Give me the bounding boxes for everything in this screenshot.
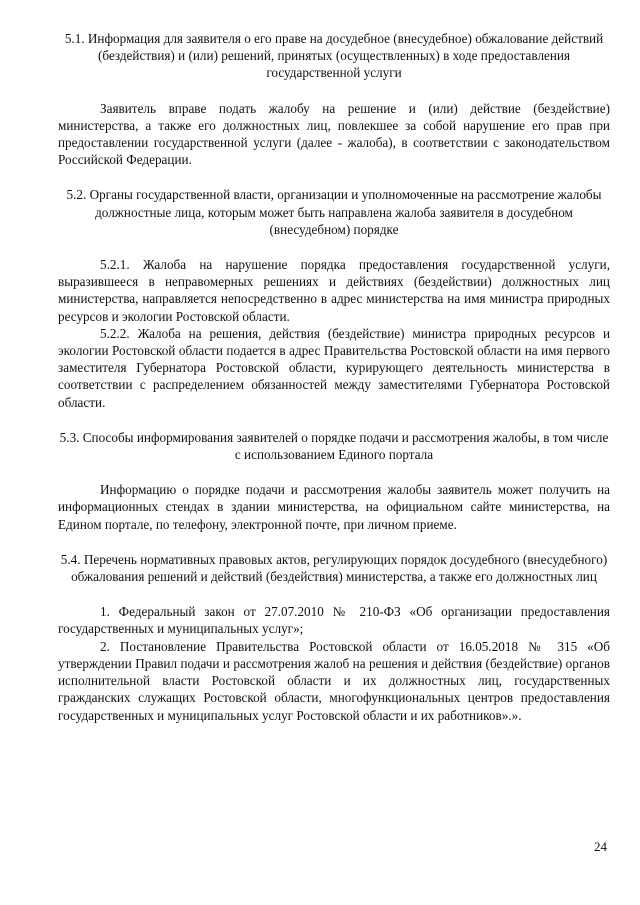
section-5-4-heading: 5.4. Перечень нормативных правовых актов, регулирующих порядок досудебного (внесудебного) обжалования решений и действий (бездействия) министерства, а также его должностных лиц [60, 551, 608, 585]
section-5-1-heading: 5.1. Информация для заявителя о его праве на досудебное (внесудебное) обжалование действий (бездействия) и (или) решений, принятых (осуществленных) в ходе предоставления государственной услуги [64, 31, 604, 81]
section-5-4-item-1: 1. Федеральный закон от 27.07.2010 № 210-ФЗ «Об организации предоставления государственных и муниципальных услуг»; [58, 604, 610, 637]
section-5-3-paragraph-1: Информацию о порядке подачи и рассмотрения жалобы заявитель может получить на информационных стендах в здании министерства, на официальном сайте министерства, на Едином портале, по телефону, электронной почте, при личном приеме. [58, 482, 610, 532]
page-number: 24 [594, 839, 607, 854]
section-5-1-paragraph-1: Заявитель вправе подать жалобу на решение и (или) действие (бездействие) министерства, а также его должностных лиц, повлекшее за собой нарушение его прав при предоставлении государственной услуги (далее - жалоба), в соответствии с законодательством Российской Федерации. [58, 100, 610, 168]
section-5-3-heading: 5.3. Способы информирования заявителей о порядке подачи и рассмотрения жалобы, в том числе с использованием Единого портала [59, 429, 609, 463]
section-5-2-1-paragraph: 5.2.1. Жалоба на нарушение порядка предоставления государственной услуги, выразившееся в неправомерных решениях и действиях (бездействии) должностных лиц министерства, направляется непосредственно в адрес министерства на имя министра природных ресурсов и экологии Ростовской области. [58, 257, 610, 324]
section-5-2-heading: 5.2. Органы государственной власти, организации и уполномоченные на рассмотрение жалобы должностные лица, которым может быть направлена жалоба заявителя в досудебном (внесудебном) порядке [66, 187, 602, 237]
section-5-4-item-2: 2. Постановление Правительства Ростовской области от 16.05.2018 № 315 «Об утверждении Правил подачи и рассмотрения жалоб на решения и действия (бездействие) органов исполнительной власти Ростовской области и их должностных лиц, государственных гражданских служащих Ростовской области, многофункциональных центров предоставления государственных и муниципальных услуг Ростовской области и их работников».». [58, 638, 610, 723]
section-5-2-2-paragraph: 5.2.2. Жалоба на решения, действия (бездействие) министра природных ресурсов и экологии Ростовской области подается в адрес Правительства Ростовской области на имя первого заместителя Губернатора Ростовской области, курирующего деятельность министерства в соответствии с распределением обязанностей между заместителями Губернатора Ростовской области. [58, 325, 610, 410]
